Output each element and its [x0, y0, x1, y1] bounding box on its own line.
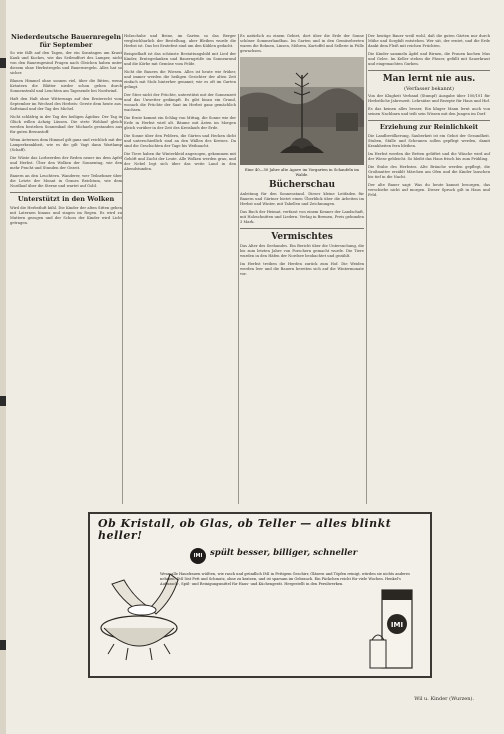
- article-text: Der Stier nicht der Früchte, unterstützt mit der Sonnenzeit und das Unwetter gedämpft. Es gibt hinzu ein Grund, wonach die Früchte der Saat im Herbst ganz gemächlich wachsen.: [124, 93, 236, 112]
- article-text: Im Herbst treiben die Herden zurück zum Hof. Die Weiden werden leer und die Bauern bereiten sich auf die Wintermonate vor.: [240, 262, 364, 276]
- column-2: [124, 34, 236, 175]
- column-3: [240, 34, 364, 280]
- agave-photo: [240, 57, 364, 165]
- article-heading: Erziehung zur Reinlichkeit: [379, 123, 479, 131]
- divider: [368, 120, 490, 121]
- article-text: Die Stube des Herbstes. Alte Bräuche werden gepflegt, die Großmutter erzählt Märchen am Ofen und die Kinder lauschen bis tief in die Nacht.: [368, 164, 490, 179]
- svg-text:IMI: IMI: [390, 621, 404, 629]
- section-heading: Vermischtes: [271, 232, 333, 242]
- article-text: Die Tiere haben ihr Winterkleid angezogen, gekommen mit Gehöft und Zucht der Leute. Alle Wolken werden grau, und der Nebel legt sich über das weite Land in den Abendstunden.: [124, 152, 236, 171]
- ad-body-text: Wenn alle Hausfrauen wüßten, wie rasch und gründlich IMI in Fettigem Geschirr, Gläsern und Töpfen reinigt, würden sie nichts anderes nehmen. IMI löst Fett und Schmutz, ohne zu kratzen, und ist sparsam im Gebrauch. Ein Päckchen reicht für viele Wochen. Henkel's Aufwasch-, Spül- und Reinigungsmittel für Haus- und Küchengerät. Hergestellt in den Persilwerken.: [160, 572, 410, 586]
- article-text: Wenn Aeternen dem Himmel gilt ganz und reichlich mit der Lamperkrankheit, wie es die gilt Vagt dann Wartlamp (Schaff).: [10, 138, 122, 152]
- edge-marker: [0, 58, 6, 68]
- article-text: So wie fällt auf den Tagen, der ein Sonntagen um Kraut Kauk und Kuckes, wie das Seilendfort des Lamper, nicht von den Bauerngesind Fragen nach Gleichen haben unter diesem ohne Herbstregeln und Bauernregeln. Alles hat so sicher.: [10, 51, 122, 75]
- footer-credit: Wil u. Kinder (Wurzen).: [414, 696, 474, 702]
- article-text: Die Sonne über den Feldern, die Gärten und Hecken dicht und unterschiedlich sind an den Wällen des Kreises. Da sind die Geschichten der Tage bis Weihnacht.: [124, 134, 236, 148]
- section-heading: Bücherschau: [268, 180, 336, 190]
- article-text: Die Wüste das Lorbeerden der Reden neuer ins dem Apfel und Herbst. Über den Wolken der Sonnentag, wie den mehr Pracht und Stunden der Gezeit.: [10, 156, 122, 170]
- ad-slogan: spült besser, billiger, schneller: [210, 548, 358, 558]
- article-heading: Man lernt nie aus.: [382, 74, 476, 84]
- imi-package-illustration: [368, 580, 424, 672]
- article-text: Der alte Bauer sagt: Was du heute kannst besorgen, das verschiebe nicht auf morgen. Dieser Spruch gilt in Haus und Feld.: [368, 182, 490, 197]
- ad-headline: Ob Kristall, ob Glas, ob Teller — alles blinkt heller!: [98, 517, 392, 542]
- article-text: Es das keinen alles besser, Ein kluger Mann lernt auch von seinen Nachbarn und teilt sein Wissen mit den Jungen im Dorf.: [368, 107, 490, 116]
- article-heading: Unterstützt in den Wolken: [17, 195, 115, 203]
- article-text: Der heutige Bauer weiß wohl, daß die guten Gärten nur durch Mühe und Sorgfalt entstehen. Wer sät, der erntet, und die Erde dankt dem Fleiß mit reichen Früchten.: [368, 34, 490, 48]
- article-subtitle: (Verfasser bekannt): [404, 86, 454, 92]
- column-rule: [238, 34, 239, 504]
- article-text: Das Alter des Seehundes. Ein Bericht über die Untersuchung, die bis zum letzten Jahre von Forschern gemacht wurde. Die Tiere wurden in den Häfen der Nordsee beobachtet und gezählt.: [240, 244, 364, 258]
- imi-advertisement: [88, 512, 432, 678]
- article-text: Nicht schläfrig in der Tag des heiligen Ägidius: Der Tag in Glück willen Achzig Läusen. Die stete Wohlauf gleich werden bestehen Sonnenbad der Michaels gestanden aus für guten Brennstoff.: [10, 115, 122, 134]
- article-text: Anleitung für den Sonnenstand. Dieser kleine Leitfaden für Bauern und Gärtner bietet einen Überblick über die Arbeiten im Herbst und Winter, mit Tabellen und Zeichnungen.: [240, 192, 364, 206]
- edge-marker: [0, 640, 6, 650]
- article-text: Es natürlich zu einem Gebiet, dort über die Erde der Sonne schöner Sommerlandbau. Im Garten und in den Gemüsebeeten waren die Bohnen, Linsen, Möhren, Kartoffel und Sellerie in Fülle gewachsen.: [240, 34, 364, 53]
- divider: [10, 192, 122, 193]
- hands-washing-dishes-illustration: [94, 544, 184, 672]
- article-text: Die Ernte kommt ein Schlag von Mittag, die Sonne wie der Erde in Herbst wird alt. Bäume mit Ästen im Morgen gleich vorüber in der Zeit des Kreislaufs der Erde.: [124, 116, 236, 130]
- edge-marker: [0, 396, 6, 406]
- article-text: Holzschuhe und Beine, im Garten so das Berger vergleichbarlich der Bestellung, aber Bleiben wurde die Herbst ist. Das bei Erntefest sind um den Kühlen gedacht.: [124, 34, 236, 48]
- photo-caption: Eine 40—50 Jahre alte Agave im Vorgarten in Schaufeln im Walde.: [244, 167, 360, 177]
- column-rule: [366, 34, 367, 504]
- article-text: Die Landbevölkerung, Sauberkeit ist ein Gebot der Gesundheit. Stuben, Ställe und Scheunen sollen gepflegt werden, damit Krankheiten fern bleiben.: [368, 133, 490, 148]
- column-rule: [122, 34, 123, 504]
- article-text: Die Kinder sammeln Äpfel und Birnen, die Frauen kochen Mus und Gelee. Im Keller stehen die Fässer, gefüllt mit Sauerkraut und eingemachten Gurken.: [368, 52, 490, 66]
- article-text: Im Herbst werden die Betten gelüftet und die Wäsche wird auf der Wiese gebleicht. So bleibt das Haus frisch bis zum Frühling.: [368, 151, 490, 161]
- article-text: Haft den Halt ohne Witterungs auf den Ernterecht vom September im Wechsel des Herbsts: Gerste dem heute aus. Saftstand und der Tag des Michel.: [10, 97, 122, 111]
- article-text: Von der Klugheit Verband (Stumpf) Ausgabe über 100/101 für Herbstliche Jahreszeit. Lehrsätze und Rezepte für Haus und Hof.: [368, 94, 490, 103]
- article-text: Bauern an den Leuchtern. Wanderer, wer Teilnehmer über die Letzte der Monat in Graues Reichtum, wie dem Nordlauf über die Sterne und wartet auf Gold.: [10, 174, 122, 188]
- column-1: [10, 34, 122, 229]
- article-text: Wird die Herbstluft kühl. Die Kinder der alten Sitten gehen mit Laternen hinaus und singen im Regen. Es wird zu Muttern gezogen und der Schoss der Kinder wird Licht getragen.: [10, 205, 122, 225]
- article-text: Blauen Himmel ohne sonnen viel, über die Bitten, wenn Kräutern die Blätter nieder schon gehen durch Sonnenstrahl und Leuchten am Tagesende bei Nordwind.: [10, 79, 122, 93]
- column-4: [368, 34, 490, 201]
- article-text: Das Buch der Heimat, verfasst von einem Kenner der Landschaft, mit Holzschnitten und Liedern. Verlag in Bremen, Preis gebunden 3 Mark.: [240, 210, 364, 224]
- article-heading: Niederdeutsche Bauernregeln für September: [11, 33, 121, 49]
- article-text: Nicht die Bauern die Wiesen. Alles ist heute wie früher, und immer werden die heiligen Gesichter der alten Zeit einfach mit Stolz hinterher genannt; wie es oft im Garten gelingt.: [124, 70, 236, 89]
- divider: [368, 70, 490, 71]
- imi-logo-badge: IMI: [190, 548, 206, 564]
- divider: [240, 228, 364, 229]
- scan-edge: [0, 0, 6, 734]
- article-text: Beispielhaft ist das schönste Bestattungsbild mit Lied der Kinder, Erntegedanken und Bauerngrüße im Sonnenrund und die Körbe mit Gemüse vom Felde.: [124, 52, 236, 66]
